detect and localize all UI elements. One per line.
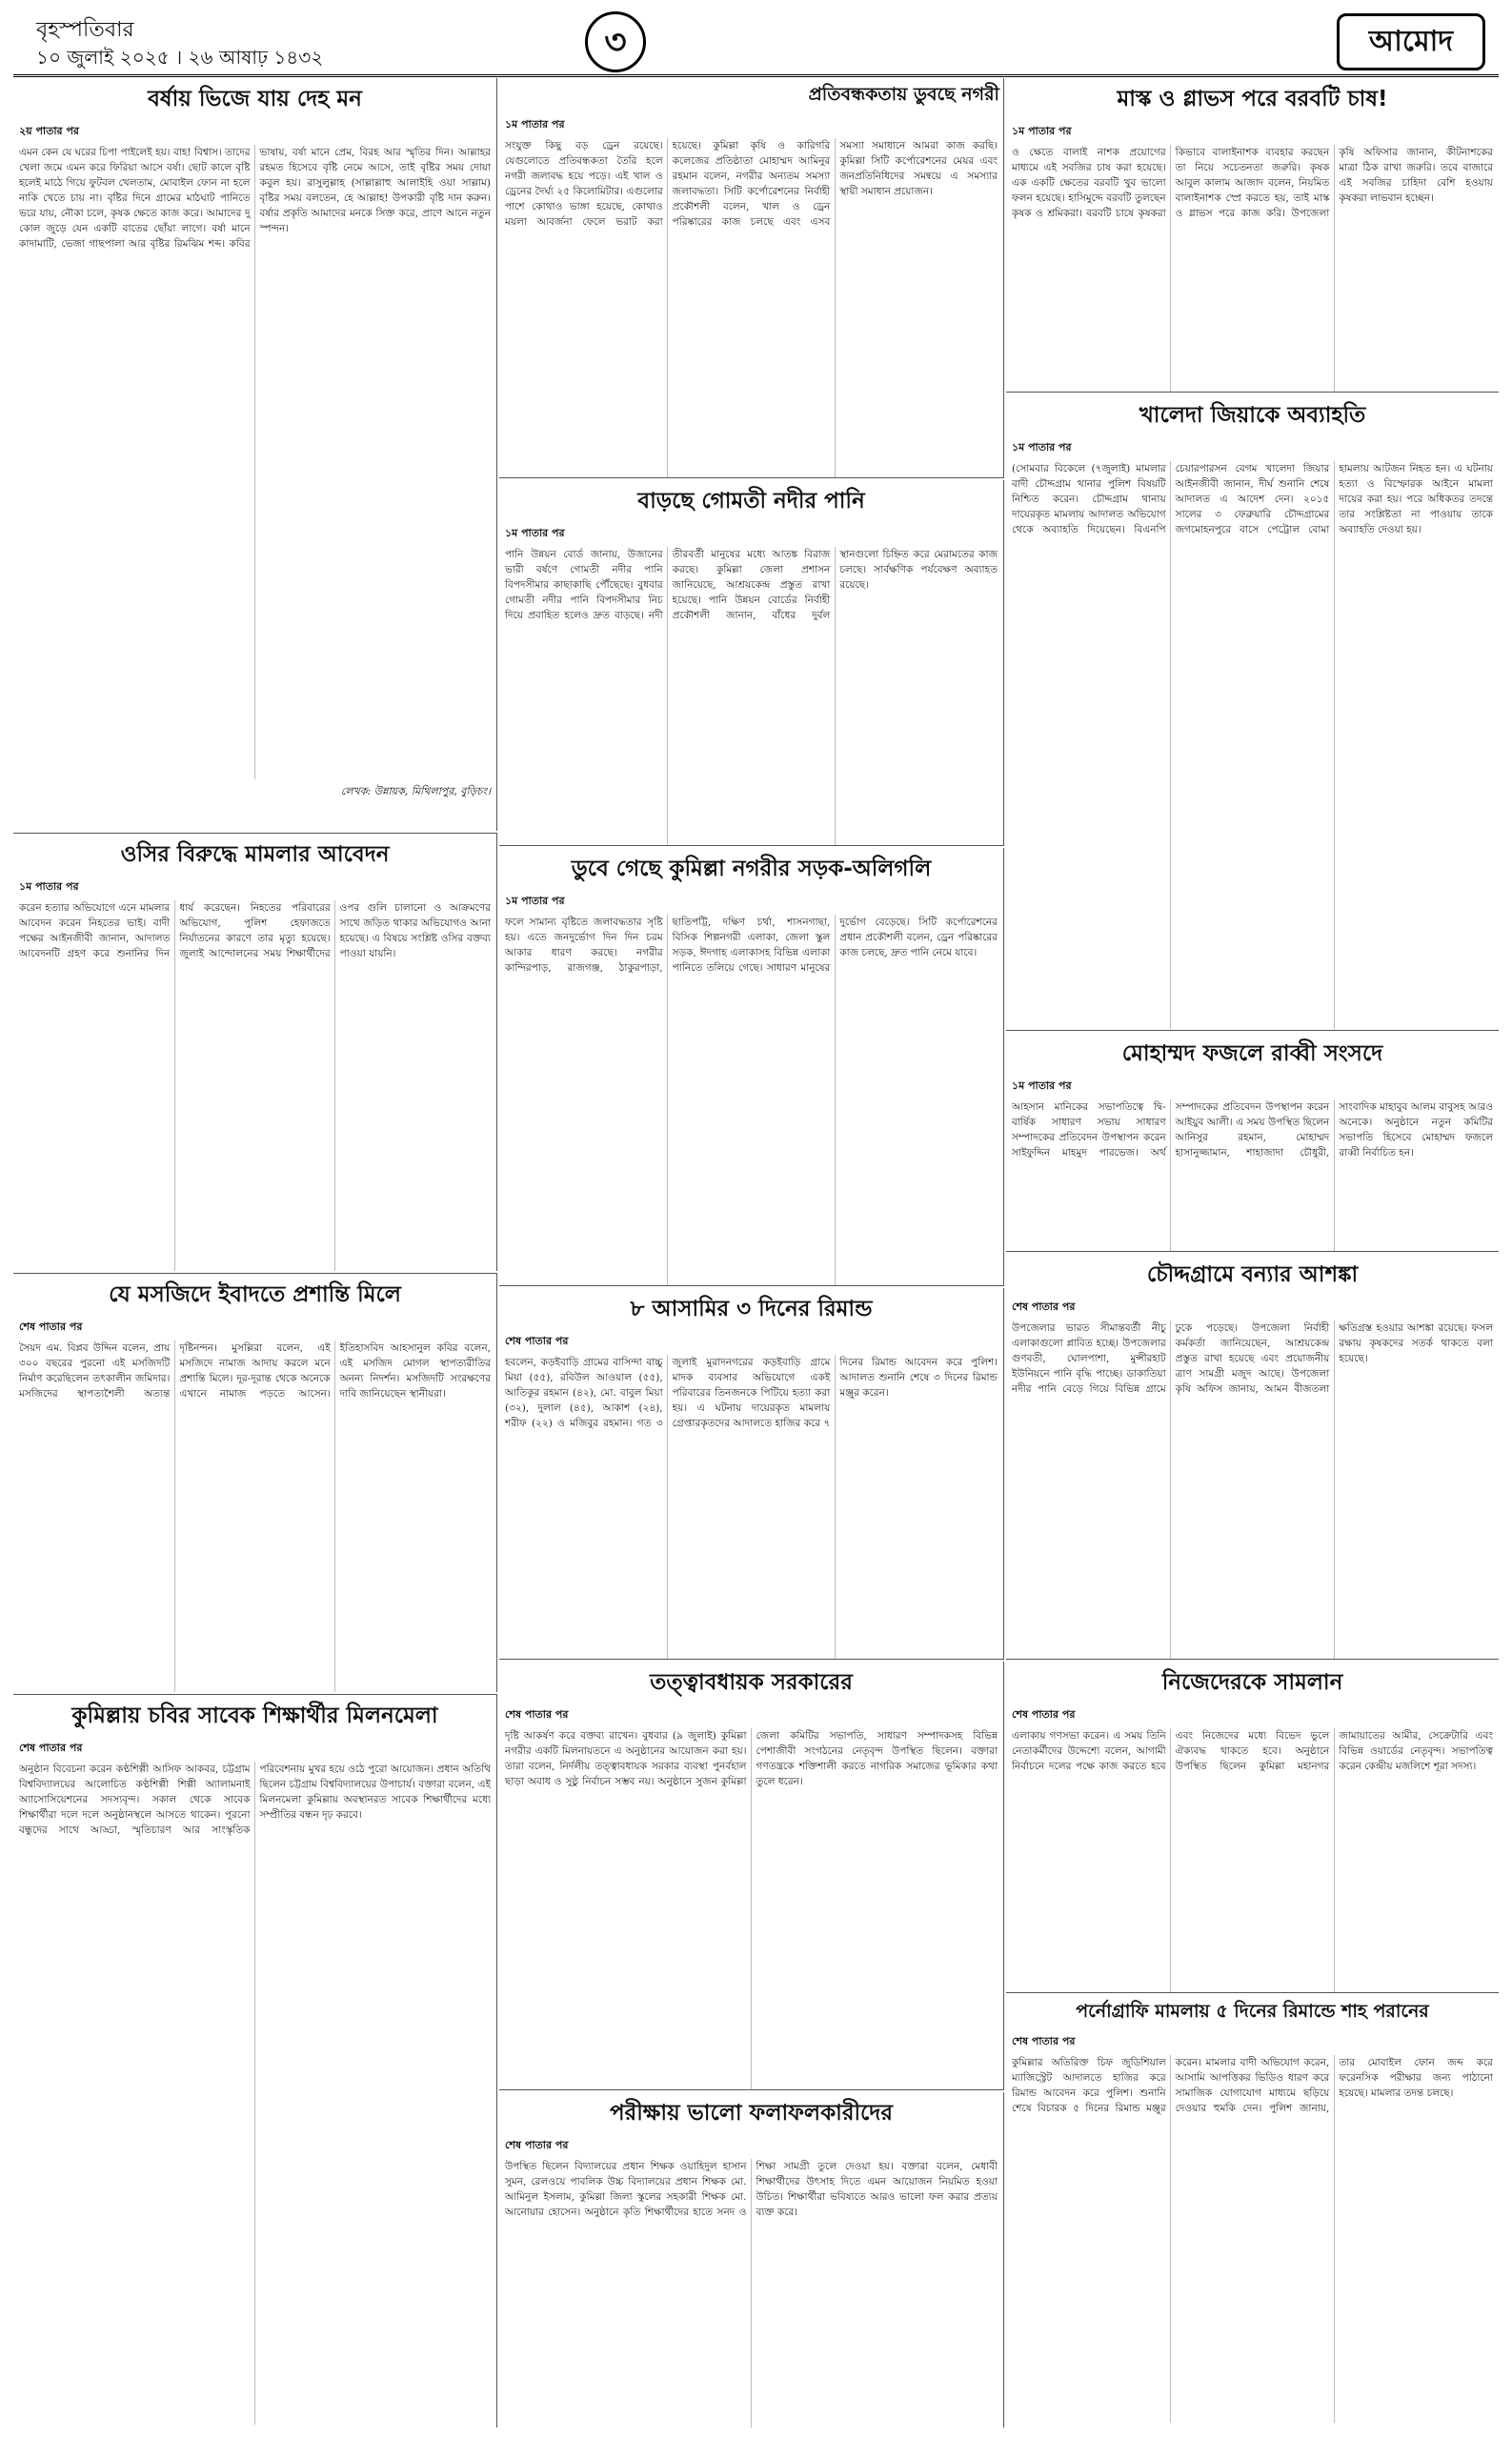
headline: মাস্ক ও গ্লাভস পরে বরবটি চাষ! (1117, 87, 1388, 111)
continued-label: ১ম পাতার পর (19, 880, 79, 893)
continued-label: শেষ পাতার পর (1012, 1708, 1076, 1721)
article-body: এমন কেন যে ঘরের চিপা পাইলেই হয়। বাহ! বিশ্বাস। তাদের খেলা জমে এমন করে ফিরিয়া আসে বর্ষা। ছোট কালে বৃষ্টি হলেই মাঠে গিয়ে ফুটবল খেলতাম, মোবাইল ফোন না হলে নাকি খেতে চায় না। বৃষ্টির দিনে গ্রামের মাঠঘাট পানিতে ভরে যায়, নৌকা চলে, কৃষক ক্ষেতে কাজ করে। আমাদের দু কোল জুড়ে যেন একটি বাতের ছোঁয়া লাগে। বর্ষা মানে কাদামাটি, ভেজা গাছপালা আর বৃষ্টির রিমঝিম শব্দ। কবির ভাষায়, বর্ষা মানে প্রেম, বিরহ আর স্মৃতির দিন। আল্লাহর রহমত হিসেবে বৃষ্টি নেমে আসে, তাই বৃষ্টির সময় দোয়া কবুল হয়। রাসুলুল্লাহ (সাল্লাল্লাহু আলাইহি ওয়া সাল্লাম) বৃষ্টির সময় বলতেন, হে আল্লাহ! উপকারী বৃষ্টি দান করুন। বর্ষার প্রকৃতি আমাদের মনকে সিক্ত করে, প্রাণে আনে নতুন স্পন্দন। (19, 147, 491, 250)
article-body: সৈয়দ এম. বিপ্লব উদ্দিন বলেন, প্রায় ৩০০ বছরের পুরনো এই মসজিদটি নির্মাণ করেছিলেন তৎকালীন জমিদার। মসজিদের স্থাপত্যশৈলী অত্যন্ত দৃষ্টিনন্দন। মুসল্লিরা বলেন, এই মসজিদে নামাজ আদায় করলে মনে প্রশান্তি মিলে। দূর-দূরান্ত থেকে অনেকে এখানে নামাজ পড়তে আসেন। ইতিহাসবিদ আহসানুল কবির বলেন, এই মসজিদ মোগল স্থাপত্যরীতির অনন্য নিদর্শন। মসজিদটি সংরক্ষণের দাবি জানিয়েছেন স্থানীয়রা। (19, 1342, 491, 1400)
article-body: আহসান মানিকের সভাপতিত্বে দ্বি-বার্ষিক সাধারণ সভায় সাধারণ সম্পাদকের প্রতিবেদন উপস্থাপন করেন সাইফুদ্দিন মাহমুদ পারভেজ। অর্থ সম্পাদকের প্রতিবেদন উপস্থাপন করেন আইয়ুব আলী। এ সময় উপস্থিত ছিলেন আনিসুর রহমান, মোহাম্মদ হাসানুজ্জামান, শাহাজাদা চৌধুরী, সাংবাদিক মাহাবুব আলম বাবুসহ আরও অনেকে। অনুষ্ঠানে নতুন কমিটির সভাপতি হিসেবে মোহাম্মদ ফজলে রাব্বী নির্বাচিত হন। (1012, 1101, 1493, 1159)
article-body: ফলে সামান্য বৃষ্টিতে জলাবদ্ধতার সৃষ্টি হয়। এতে জনদুর্ভোগ দিন দিন চরম আকার ধারণ করছে। নগরীর কান্দিরপাড়, রাজগঞ্জ, ঠাকুরপাড়া, ছাতিপট্টি, দক্ষিণ চর্থা, শাসনগাছা, বিসিক শিল্পনগরী এলাকা, জেলা স্কুল সড়ক, ঈদগাহ এলাকাসহ বিভিন্ন এলাকা পানিতে তলিয়ে গেছে। সাধারণ মানুষের দুর্ভোগ বেড়েছে। সিটি কর্পোরেশনের প্রধান প্রকৌশলী বলেন, ড্রেন পরিষ্কারের কাজ চলছে, দ্রুত পানি নেমে যাবে। (505, 917, 998, 974)
article-mask-gloves (1006, 78, 1499, 393)
header-day: বৃহস্পতিবার (36, 18, 134, 42)
page-number-badge: ৩ (585, 11, 646, 72)
article-nijedere (1006, 1662, 1499, 1993)
article-body: পানি উন্নয়ন বোর্ড জানায়, উজানের ভারী বর্ষণে গোমতী নদীর পানি বিপদসীমার কাছাকাছি পৌঁছেছে। বুধবার গোমতী নদীর পানি বিপদসীমার নিচ দিয়ে প্রবাহিত হলেও দ্রুত বাড়ছে। নদী তীরবর্তী মানুষের মধ্যে আতঙ্ক বিরাজ করছে। কুমিল্লা জেলা প্রশাসন জানিয়েছে, আশ্রয়কেন্দ্র প্রস্তুত রাখা হয়েছে। পানি উন্নয়ন বোর্ডের নির্বাহী প্রকৌশলী জানান, বাঁধের দুর্বল স্থানগুলো চিহ্নিত করে মেরামতের কাজ চলছে। সার্বক্ষণিক পর্যবেক্ষণ অব্যাহত রয়েছে। (505, 549, 998, 621)
headline: পরীক্ষায় ভালো ফলাফলকারীদের (609, 2101, 894, 2126)
continued-label: শেষ পাতার পর (505, 1708, 569, 1721)
continued-label: ১ম পাতার পর (505, 527, 565, 539)
continued-label: ১ম পাতার পর (1012, 1079, 1072, 1092)
headline: ডুবে গেছে কুমিল্লা নগরীর সড়ক-অলিগলি (571, 857, 932, 881)
article-body: দৃষ্টি আকর্ষণ করে বক্তব্য রাখেন। বুধবার (৯ জুলাই) কুমিল্লা নগরীর একটি মিলনায়তনে এ অনুষ্ঠানের আয়োজন করা হয়। তারা বলেন, নির্দলীয় তত্ত্বাবধায়ক সরকার ব্যবস্থা পুনর্বহাল ছাড়া অবাধ ও সুষ্ঠু নির্বাচন সম্ভব নয়। অনুষ্ঠানে সুজন কুমিল্লা জেলা কমিটির সভাপতি, সাধারণ সম্পাদকসহ বিভিন্ন পেশাজীবী সংগঠনের নেতৃবৃন্দ উপস্থিত ছিলেন। বক্তারা গণতন্ত্রকে শক্তিশালী করতে নাগরিক সমাজের ভূমিকার কথা তুলে ধরেন। (505, 1730, 998, 1787)
article-dube-geche (499, 848, 1004, 1286)
article-remand-8 (499, 1288, 1004, 1660)
article-body: করেন হত্যার অভিযোগে এনে মামলার আবেদন করেন নিহতের ভাই। বাদী পক্ষের আইনজীবী জানান, আদালত আবেদনটি গ্রহণ করে শুনানির দিন ধার্য করেছেন। নিহতের পরিবারের অভিযোগ, পুলিশ হেফাজতে নির্যাতনের কারণে তার মৃত্যু হয়েছে। জুলাই আন্দোলনের সময় শিক্ষার্থীদের ওপর গুলি চালানো ও আক্রমণের সাথে জড়িত থাকার অভিযোগও আনা হয়েছে। এ বিষয়ে সংশ্লিষ্ট ওসির বক্তব্য পাওয়া যায়নি। (19, 902, 491, 959)
article-body: ও ক্ষেতে বালাই নাশক প্রয়োগের মাধ্যমে এই সবজির চাষ করা হয়েছে। এক একটি ক্ষেতের বরবটি খুব ভালো ফলন হয়েছে। হাসিমুদ্দে বরবটি তুলছেন কৃষক ও শ্রমিকরা। বরবটি চাষে কৃষকরা কিভাবে বালাইনাশক ব্যবহার করছেন তা নিয়ে সচেতনতা জরুরি। কৃষক আবুল কালাম আজাদ বলেন, নিয়মিত বালাইনাশক স্প্রে করতে হয়, তাই মাস্ক ও গ্লাভস পরে কাজ করি। উপজেলা কৃষি অফিসার জানান, কীটনাশকের মাত্রা ঠিক রাখা জরুরি। তবে বাজারে এই সবজির চাহিদা বেশি হওয়ায় কৃষকরা লাভবান হচ্ছেন। (1012, 147, 1493, 219)
headline: চৌদ্দগ্রামে বন্যার আশঙ্কা (1146, 1262, 1359, 1287)
continued-label: শেষ পাতার পর (19, 1320, 83, 1333)
headline: বাড়ছে গোমতী নদীর পানি (637, 489, 865, 514)
headline: খালেদা জিয়াকে অব্যাহতি (1139, 403, 1366, 428)
article-osir (13, 833, 497, 1271)
article-body: উপজেলার ভারত সীমান্তবর্তী নীচু এলাকাগুলো প্লাবিত হচ্ছে। উপজেলার গুণবতী, ঘোলপাশা, মুন্সীরহাট ইউনিয়নে পানি বৃদ্ধি পাচ্ছে। ডাকাতিয়া নদীর পানি বেড়ে গিয়ে বিভিন্ন গ্রামে ঢুকে পড়েছে। উপজেলা নির্বাহী কর্মকর্তা জানিয়েছেন, আশ্রয়কেন্দ্র প্রস্তুত রাখা হয়েছে এবং প্রয়োজনীয় ত্রাণ সামগ্রী মজুদ আছে। উপজেলা কৃষি অফিস জানায়, আমন বীজতলা ক্ষতিগ্রস্ত হওয়ার আশঙ্কা রয়েছে। ফসল রক্ষায় কৃষকদের সতর্ক থাকতে বলা হয়েছে। (1012, 1322, 1493, 1395)
continued-label: ১ম পাতার পর (1012, 125, 1072, 137)
article-porikkhay (499, 2092, 1004, 2428)
headline: ওসির বিরুদ্ধে মামলার আবেদন (120, 842, 390, 867)
page-header (13, 8, 1499, 77)
article-body: অনুষ্ঠান বিবেচনা করেন কণ্ঠশিল্পী আসিফ আকবর, চট্টগ্রাম বিশ্ববিদ্যালয়ের আলোচিত কণ্ঠশিল্পী শিল্পী অ্যালামনাই অ্যাসোসিয়েশনের সদস্যবৃন্দ। সকাল থেকে সাবেক শিক্ষার্থীরা দলে দলে অনুষ্ঠানস্থলে আসতে থাকেন। পুরনো বন্ধুদের সাথে আড্ডা, স্মৃতিচারণ আর সাংস্কৃতিক পরিবেশনায় মুখর হয়ে ওঠে পুরো আয়োজন। প্রধান অতিথি ছিলেন চট্টগ্রাম বিশ্ববিদ্যালয়ের উপাচার্য। বক্তারা বলেন, এই মিলনমেলা কুমিল্লায় অবস্থানরত সাবেক শিক্ষার্থীদের মধ্যে সম্প্রীতির বন্ধন দৃঢ় করবে। (19, 1764, 491, 1836)
article-cumilla-bog (499, 78, 1004, 478)
headline: বর্ষায় ভিজে যায় দেহ মন (148, 87, 362, 111)
section-logo: আমোদ (1337, 13, 1485, 71)
continued-label: ২য় পাতার পর (19, 125, 79, 137)
headline: মোহাম্মদ ফজলে রাব্বী সংসদে (1121, 1041, 1383, 1066)
headline: প্রতিবন্ধকতায় ডুবছে নগরী (808, 84, 999, 105)
continued-label: শেষ পাতার পর (1012, 1300, 1076, 1313)
article-body: হবলেন, কড়ইবাড়ি গ্রামের বাসিন্দা বাচ্চু মিয়া (৫৫), রবিউল আওয়াল (৫৫), আতিকুর রহমান (৪২), মো. বাবুল মিয়া (৩২), দুলাল (৪৫), আকাশ (২৪), শরীফ (২২) ও মজিবুর রহমান। গত ৩ জুলাই মুরাদনগরের কড়ইবাড়ি গ্রামে মাদক ব্যবসার অভিযোগে একই পরিবারের তিনজনকে পিটিয়ে হত্যা করা হয়। এ ঘটনায় দায়েরকৃত মামলায় গ্রেপ্তারকৃতদের আদালতে হাজির করে ৭ দিনের রিমান্ড আবেদন করে পুলিশ। আদালত শুনানি শেষে ৩ দিনের রিমান্ড মঞ্জুর করেন। (505, 1357, 998, 1429)
headline: কুমিল্লায় চবির সাবেক শিক্ষার্থীর মিলনমেলা (71, 1703, 438, 1728)
article-body: কুমিল্লার অতিরিক্ত চিফ জুডিশিয়াল ম্যাজিস্ট্রেট আদালতে হাজির করে রিমান্ড আবেদন করে পুলিশ। শুনানি শেষে বিচারক ৫ দিনের রিমান্ড মঞ্জুর করেন। মামলার বাদী অভিযোগ করেন, আসামি আপত্তিকর ভিডিও ধারণ করে সামাজিক যোগাযোগ মাধ্যমে ছড়িয়ে দেওয়ার হুমকি দেন। পুলিশ জানায়, তার মোবাইল ফোন জব্দ করে ফরেনসিক পরীক্ষার জন্য পাঠানো হয়েছে। মামলার তদন্ত চলছে। (1012, 2057, 1493, 2114)
byline: লেখক: উন্নায়ক, মিথিলাপুর, বুড়িচং। (340, 785, 491, 797)
article-chauddagram-flood (1006, 1254, 1499, 1660)
headline: নিজেদেরকে সামলান (1161, 1670, 1343, 1695)
article-cumilla-chobi (13, 1694, 497, 2428)
article-body: সংযুক্ত কিছু বড় ড্রেন রয়েছে। যেগুলোতে প্রতিবন্ধকতা তৈরি হলে নগরী জলাবদ্ধ হয়ে পড়ে। এই খাল ও ড্রেনের দৈর্ঘ্য ২৫ কিলোমিটার। এগুলোর পাশে কোথাও ভাঙ্গা হয়েছে, কোথাও ময়লা আবর্জনা ফেলে ভরাট করা হয়েছে। কুমিল্লা কৃষি ও কারিগরি কলেজের প্রতিষ্ঠাতা মোহাম্মদ আমিনুর রহমান বলেন, নগরীর অন্যতম সমস্যা জলাবদ্ধতা। সিটি কর্পোরেশনের নির্বাহী প্রকৌশলী বলেন, খাল ও ড্রেন পরিষ্কারের কাজ চলছে এবং এসব সমস্যা সমাধানে আমরা কাজ করছি। কুমিল্লা সিটি কর্পোরেশনের মেয়র এবং জনপ্রতিনিধিদের সমন্বয়ে এ সমস্যার স্থায়ী সমাধান প্রয়োজন। (505, 140, 998, 228)
headline: তত্ত্বাবধায়ক সরকারের (650, 1670, 853, 1695)
article-mohammad-fazle (1006, 1033, 1499, 1252)
continued-label: ১ম পাতার পর (505, 118, 565, 131)
article-pornography (1006, 1995, 1499, 2428)
article-body: এলাকায় গণসভা করেন। এ সময় তিনি নেতাকর্মীদের উদ্দেশ্যে বলেন, আগামী নির্বাচনে দলের পক্ষে কাজ করতে হবে এবং নিজেদের মধ্যে বিভেদ ভুলে ঐক্যবদ্ধ থাকতে হবে। অনুষ্ঠানে উপস্থিত ছিলেন কুমিল্লা মহানগর জামায়াতের আমীর, সেক্রেটারি এবং বিভিন্ন ওয়ার্ডের নেতৃবৃন্দ। সভাপতিত্ব করেন কেন্দ্রীয় মজলিশে শূরা সদস্য। (1012, 1730, 1493, 1772)
article-tottabodhayok (499, 1662, 1004, 2090)
header-date: ১০ জুলাই ২০২৫ । ২৬ আষাঢ় ১৪৩২ (36, 46, 324, 69)
article-khaleda (1006, 394, 1499, 1031)
article-body: (সোমবার বিকেলে (৭জুলাই) মামলার বাদী চৌদ্দগ্রাম থানার পুলিশ বিষয়টি নিশ্চিত করেন। চৌদ্দগ্রাম থানায় দায়েরকৃত মামলায় আদালত অভিযোগ থেকে অব্যাহতি দিয়েছেন। বিএনপি চেয়ারপারসন বেগম খালেদা জিয়ার আইনজীবী জানান, দীর্ঘ শুনানি শেষে আদালত এ আদেশ দেন। ২০১৫ সালের ৩ ফেব্রুয়ারি চৌদ্দগ্রামের জগমোহনপুরে বাসে পেট্রোল বোমা হামলায় আটজন নিহত হন। এ ঘটনায় হত্যা ও বিস্ফোরক আইনে মামলা দায়ের করা হয়। পরে অধিকতর তদন্তে তার সংশ্লিষ্টতা না পাওয়ায় তাকে অব্যাহতি দেওয়া হয়। (1012, 463, 1493, 535)
article-gomoti (499, 480, 1004, 846)
article-masjid (13, 1273, 497, 1692)
headline: পর্নোগ্রাফি মামলায় ৫ দিনের রিমান্ডে শাহ পরানের (1076, 2001, 1429, 2022)
continued-label: শেষ পাতার পর (505, 2139, 569, 2151)
continued-label: শেষ পাতার পর (19, 1742, 83, 1754)
headline: যে মসজিদে ইবাদতে প্রশান্তি মিলে (109, 1282, 401, 1307)
continued-label: ১ম পাতার পর (505, 895, 565, 907)
continued-label: শেষ পাতার পর (1012, 2035, 1076, 2047)
headline: ৮ আসামির ৩ দিনের রিমান্ড (630, 1297, 873, 1321)
article-borshay (13, 78, 497, 831)
continued-label: শেষ পাতার পর (505, 1335, 569, 1347)
continued-label: ১ম পাতার পর (1012, 441, 1072, 454)
article-body: উপস্থিত ছিলেন বিদ্যালয়ের প্রধান শিক্ষক ওয়াহিদুল হাসান সুমন, রেলওয়ে পাবলিক উচ্চ বিদ্যালয়ের প্রধান শিক্ষক মো. আমিনুল ইসলাম, কুমিল্লা জিলা স্কুলের সহকারী শিক্ষক মো. আনোয়ার হোসেন। অনুষ্ঠানে কৃতি শিক্ষার্থীদের হাতে সনদ ও শিক্ষা সামগ্রী তুলে দেওয়া হয়। বক্তারা বলেন, মেধাবী শিক্ষার্থীদের উৎসাহ দিতে এমন আয়োজন নিয়মিত হওয়া উচিত। শিক্ষার্থীরা ভবিষ্যতে আরও ভালো ফল করার প্রত্যয় ব্যক্ত করে। (505, 2161, 998, 2218)
